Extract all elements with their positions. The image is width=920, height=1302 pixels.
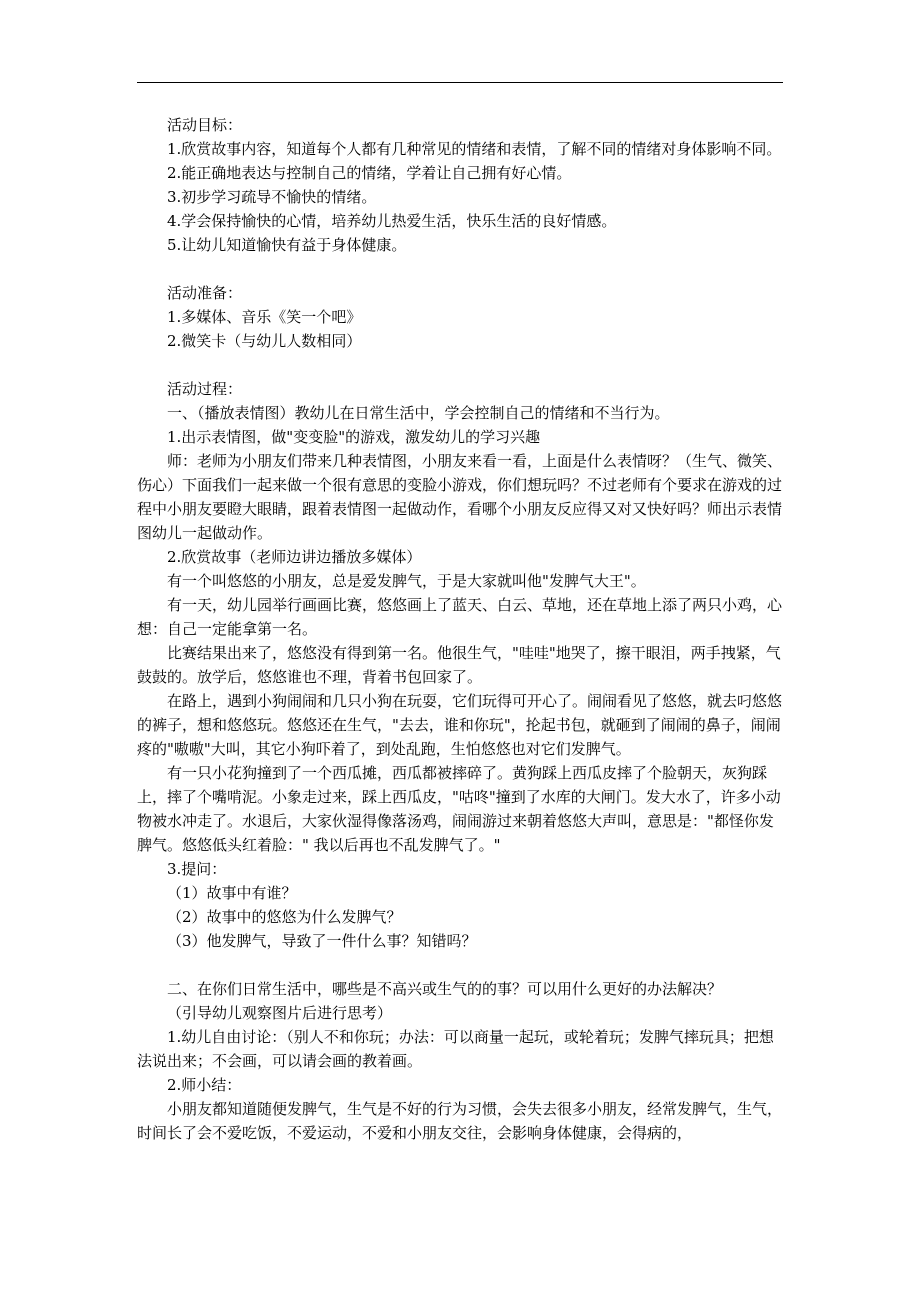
paragraph: 5.让幼儿知道愉快有益于身体健康。 xyxy=(167,236,407,254)
section-gap xyxy=(137,257,783,281)
paragraph: （3）他发脾气，导致了一件什么事？知错吗？ xyxy=(167,932,477,950)
paragraph: 有一个叫悠悠的小朋友，总是爱发脾气，于是大家就叫他"发脾气大王"。 xyxy=(167,572,646,590)
section-gap xyxy=(137,353,783,377)
paragraph: 师：老师为小朋友们带来几种表情图，小朋友来看一看，上面是什么表情呀？（生气、微笑、伤心）下面我们一起来做一个很有意思的变脸小游戏，你们想玩吗？不过老师有个要求在游戏的过程中小朋友要瞪大眼睛，跟着表情图一起做动作，看哪个小朋友反应得又对又快好吗？师出示表情图幼儿一起做动作。 xyxy=(137,452,783,542)
paragraph: 3.提问： xyxy=(167,860,227,878)
paragraph: 2.师小结： xyxy=(167,1076,242,1094)
section-heading: 二、在你们日常生活中，哪些是不高兴或生气的的事？可以用什么更好的办法解决？ xyxy=(167,980,723,998)
section-heading: 活动准备： xyxy=(167,284,243,302)
section-heading: 活动过程： xyxy=(167,380,243,398)
paragraph: 有一天，幼儿园举行画画比赛，悠悠画上了蓝天、白云、草地，还在草地上添了两只小鸡，心想：自己一定能拿第一名。 xyxy=(137,596,783,638)
paragraph: 1.欣赏故事内容，知道每个人都有几种常见的情绪和表情，了解不同的情绪对身体影响不同。 xyxy=(167,140,782,158)
paragraph: 一、（播放表情图）教幼儿在日常生活中，学会控制自己的情绪和不当行为。 xyxy=(167,404,670,422)
section-gap xyxy=(137,953,783,977)
paragraph: 2.微笑卡（与幼儿人数相同） xyxy=(167,332,362,350)
paragraph: 小朋友都知道随便发脾气，生气是不好的行为习惯，会失去很多小朋友，经常发脾气，生气，时间长了会不爱吃饭，不爱运动，不爱和小朋友交往，会影响身体健康，会得病的， xyxy=(137,1100,783,1142)
paragraph: 2.欣赏故事（老师边讲边播放多媒体） xyxy=(167,548,422,566)
paragraph: 在路上，遇到小狗闹闹和几只小狗在玩耍，它们玩得可开心了。闹闹看见了悠悠，就去叼悠悠的裤子，想和悠悠玩。悠悠还在生气，"去去，谁和你玩"，抡起书包，就砸到了闹闹的鼻子，闹闹疼的"嗷嗷"大叫，其它小狗吓着了，到处乱跑，生怕悠悠也对它们发脾气。 xyxy=(137,692,783,758)
paragraph: （1）故事中有谁？ xyxy=(167,884,297,902)
paragraph: 2.能正确地表达与控制自己的情绪，学着让自己拥有好心情。 xyxy=(167,164,572,182)
section-heading: 活动目标： xyxy=(167,116,243,134)
paragraph: （2）故事中的悠悠为什么发脾气？ xyxy=(167,908,402,926)
paragraph: 3.初步学习疏导不愉快的情绪。 xyxy=(167,188,377,206)
paragraph: 4.学会保持愉快的心情，培养幼儿热爱生活，快乐生活的良好情感。 xyxy=(167,212,617,230)
paragraph: 1.出示表情图，做"变变脸"的游戏，激发幼儿的学习兴趣 xyxy=(167,428,541,446)
document-body xyxy=(137,113,783,1145)
header-rule xyxy=(137,82,783,83)
paragraph: 1.多媒体、音乐《笑一个吧》 xyxy=(167,308,362,326)
paragraph: （引导幼儿观察图片后进行思考） xyxy=(167,1004,393,1022)
paragraph: 1.幼儿自由讨论：（别人不和你玩；办法：可以商量一起玩，或轮着玩；发脾气摔玩具；把想法说出来；不会画，可以请会画的教着画。 xyxy=(137,1028,774,1070)
paragraph: 有一只小花狗撞到了一个西瓜摊，西瓜都被摔碎了。黄狗踩上西瓜皮摔了个脸朝天，灰狗踩上，摔了个嘴啃泥。小象走过来，踩上西瓜皮，"咕咚"撞到了水库的大闸门。发大水了，许多小动物被水冲走了。水退后，大家伙湿得像落汤鸡，闹闹游过来朝着悠悠大声叫，意思是："都怪你发脾气。悠悠低头红着脸：" 我以后再也不乱发脾气了。" xyxy=(137,764,781,854)
paragraph: 比赛结果出来了，悠悠没有得到第一名。他很生气，"哇哇"地哭了，擦干眼泪，两手拽紧，气鼓鼓的。放学后，悠悠谁也不理，背着书包回家了。 xyxy=(137,644,781,686)
